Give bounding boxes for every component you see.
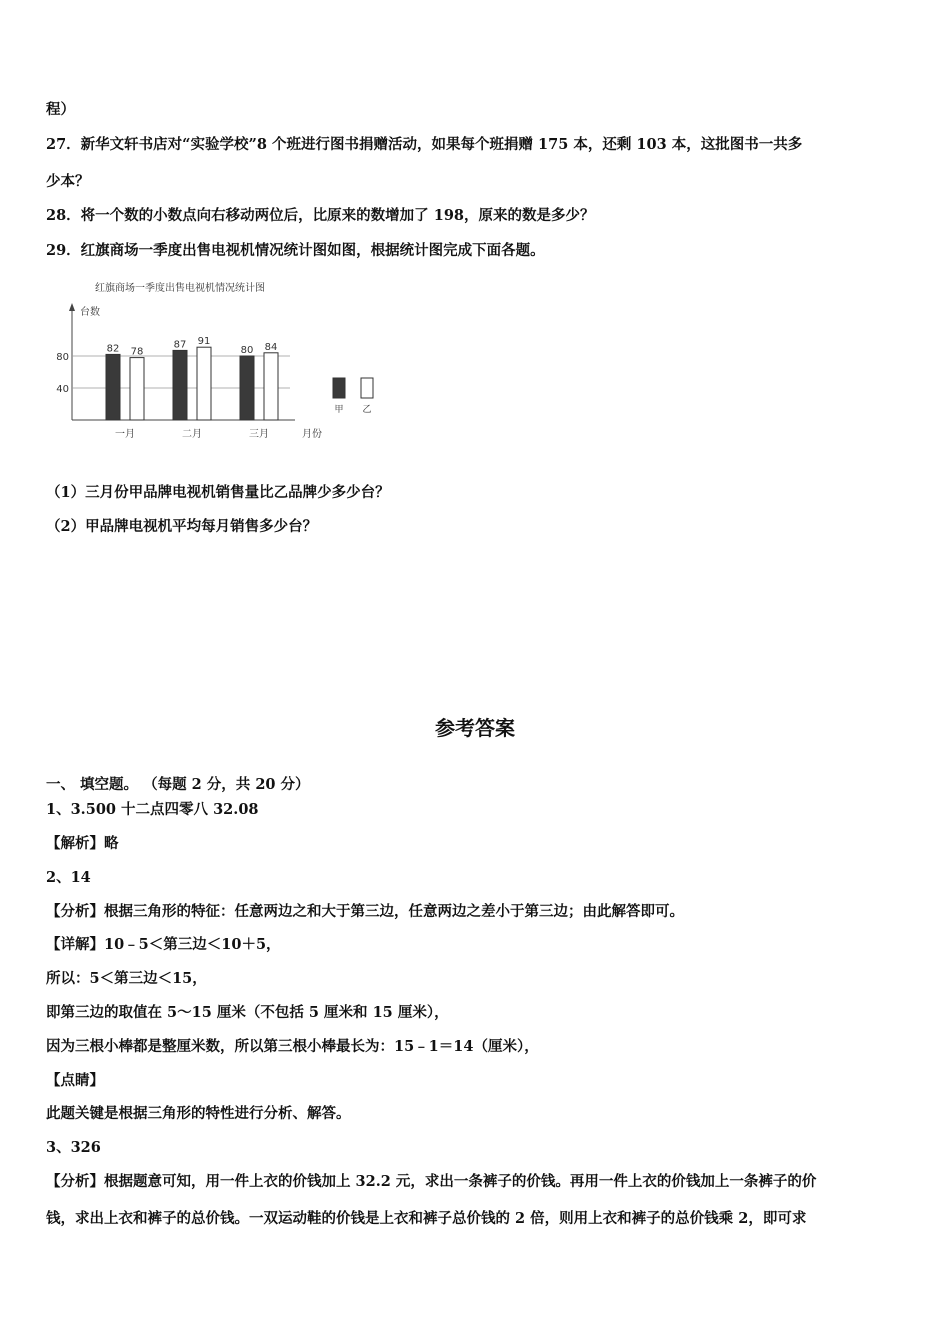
answer-3: 3、326 [46,1139,101,1156]
bar-value-label: 91 [197,336,211,348]
question-29-sub1: （1）三月份甲品牌电视机销售量比乙品牌少多少台？ [46,484,390,501]
answer-2-analysis: 【分析】根据三角形的特征：任意两边之和大于第三边，任意两边之差小于第三边；由此解答即可。 [46,903,684,920]
bar-value-label: 82 [106,343,120,355]
bar-value-label: 80 [240,345,254,356]
tv-sales-chart [50,275,372,445]
bar-甲-一月 [106,354,120,420]
y-axis-label: 台数 [80,307,100,318]
bar-乙-二月 [197,347,211,420]
question-27-line1: 27．新华文轩书店对“实验学校”8 个班进行图书捐赠活动，如果每个班捐赠 175 本，还剩 103 本，这批图书一共多 [46,136,803,153]
question-29-sub2: （2）甲品牌电视机平均每月销售多少台？ [46,518,318,535]
question-29: 29．红旗商场一季度出售电视机情况统计图如图，根据统计图完成下面各题。 [46,242,545,259]
answer-2-detail: 【详解】10﹣5＜第三边＜10＋5， [46,936,281,953]
bar-value-label: 87 [173,339,187,351]
legend-label: 乙 [362,405,372,415]
question-26-tail: 程） [46,101,75,118]
answer-2-line3: 即第三边的取值在 5～15 厘米（不包括 5 厘米和 15 厘米）， [46,1004,449,1021]
question-28: 28．将一个数的小数点向右移动两位后，比原来的数增加了 198，原来的数是多少？ [46,207,595,224]
answer-2-line4: 因为三根小棒都是整厘米数，所以第三根小棒最长为：15﹣1＝14（厘米）， [46,1038,539,1055]
answer-2-point-text: 此题关键是根据三角形的特性进行分析、解答。 [46,1105,351,1122]
y-tick-label: 40 [56,384,69,395]
answers-heading: 参考答案 [435,716,515,740]
question-27-line2: 少本？ [46,173,90,190]
answer-3-line1: 【分析】根据题意可知，用一件上衣的价钱加上 32.2 元，求出一条裤子的价钱。再用一件上衣的价钱加上一条裤子的价 [46,1173,817,1190]
y-tick-label: 80 [56,352,69,363]
legend-swatch-甲 [333,378,345,398]
answer-2: 2、14 [46,869,91,886]
answer-1: 1、3.500 十二点四零八 32.08 [46,801,259,818]
legend-swatch-乙 [361,378,373,398]
chart-title: 红旗商场一季度出售电视机情况统计图 [95,283,265,294]
x-tick-label: 三月 [249,429,269,440]
bar-甲-三月 [240,356,254,420]
y-axis-arrow [69,303,75,311]
bar-value-label: 84 [264,341,278,353]
bar-乙-三月 [264,353,278,420]
x-axis-label: 月份 [302,429,322,440]
answer-2-line2: 所以：5＜第三边＜15， [46,970,207,987]
bar-value-label: 78 [130,346,144,358]
x-tick-label: 二月 [182,429,202,440]
bar-甲-二月 [173,350,187,420]
legend-label: 甲 [334,405,344,415]
answer-1-analysis: 【解析】略 [46,835,119,852]
answer-2-point: 【点睛】 [46,1072,104,1089]
answer-3-line2: 钱，求出上衣和裤子的总价钱。一双运动鞋的价钱是上衣和裤子总价钱的 2 倍，则用上衣和裤子的总价钱乘 2，即可求 [46,1210,807,1227]
bar-乙-一月 [130,358,144,420]
x-tick-label: 一月 [115,429,135,440]
answers-section-1: 一、 填空题。 （每题 2 分，共 20 分） [46,776,310,793]
